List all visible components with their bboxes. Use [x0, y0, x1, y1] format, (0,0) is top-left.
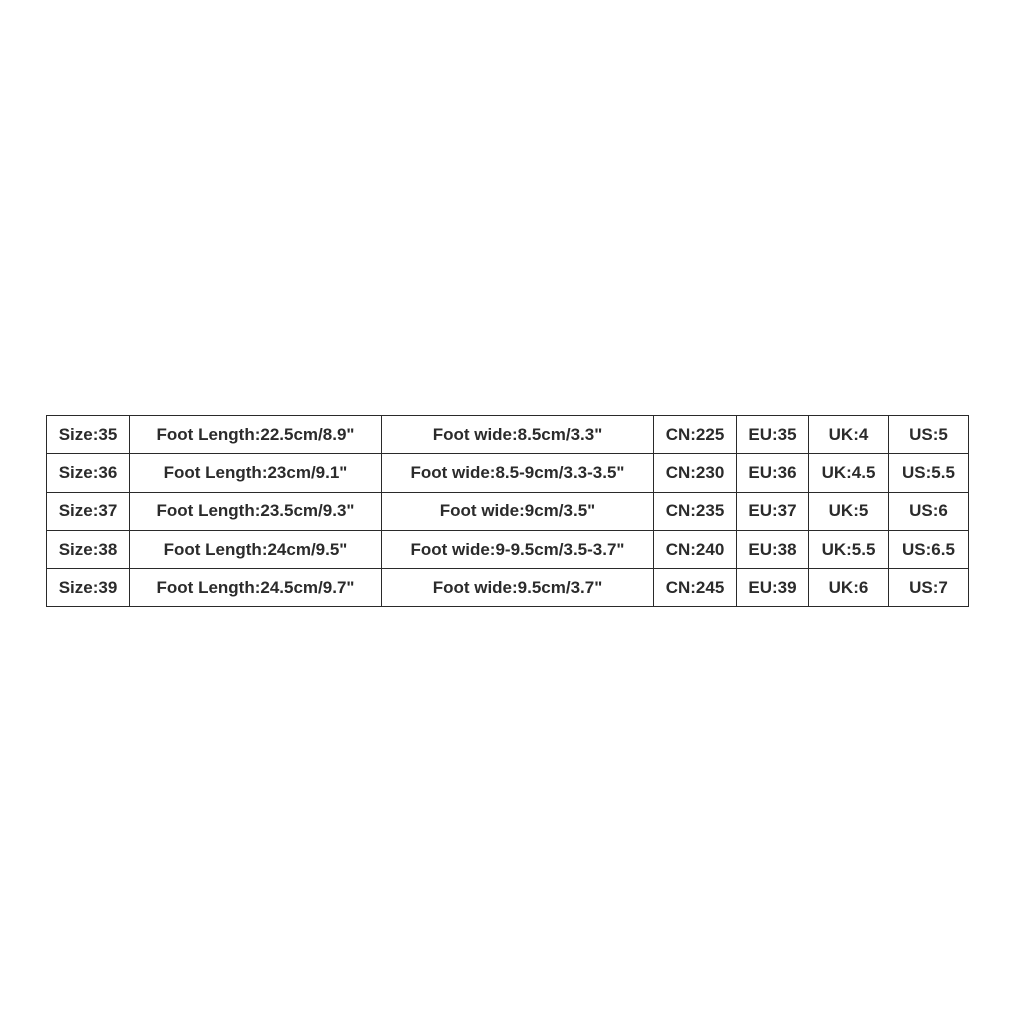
eu-size-cell: EU:35	[737, 416, 809, 454]
foot-length-cell: Foot Length:24.5cm/9.7"	[130, 569, 382, 607]
eu-size-cell: EU:36	[737, 454, 809, 492]
size-cell: Size:35	[47, 416, 130, 454]
us-size-cell: US:6	[889, 492, 969, 530]
table-row	[47, 569, 969, 607]
foot-wide-cell: Foot wide:9.5cm/3.7"	[382, 569, 654, 607]
cn-size-cell: CN:240	[654, 530, 737, 568]
size-chart-table	[46, 415, 969, 607]
size-cell: Size:36	[47, 454, 130, 492]
cn-size-cell: CN:245	[654, 569, 737, 607]
cn-size-cell: CN:235	[654, 492, 737, 530]
table-row	[47, 530, 969, 568]
eu-size-cell: EU:38	[737, 530, 809, 568]
us-size-cell: US:5	[889, 416, 969, 454]
foot-length-cell: Foot Length:23.5cm/9.3"	[130, 492, 382, 530]
us-size-cell: US:5.5	[889, 454, 969, 492]
size-cell: Size:39	[47, 569, 130, 607]
size-cell: Size:38	[47, 530, 130, 568]
cn-size-cell: CN:225	[654, 416, 737, 454]
foot-length-cell: Foot Length:22.5cm/8.9"	[130, 416, 382, 454]
cn-size-cell: CN:230	[654, 454, 737, 492]
foot-length-cell: Foot Length:23cm/9.1"	[130, 454, 382, 492]
table-row	[47, 416, 969, 454]
eu-size-cell: EU:37	[737, 492, 809, 530]
uk-size-cell: UK:5.5	[809, 530, 889, 568]
uk-size-cell: UK:6	[809, 569, 889, 607]
us-size-cell: US:6.5	[889, 530, 969, 568]
foot-wide-cell: Foot wide:9cm/3.5"	[382, 492, 654, 530]
uk-size-cell: UK:5	[809, 492, 889, 530]
foot-wide-cell: Foot wide:9-9.5cm/3.5-3.7"	[382, 530, 654, 568]
uk-size-cell: UK:4.5	[809, 454, 889, 492]
table-row	[47, 454, 969, 492]
eu-size-cell: EU:39	[737, 569, 809, 607]
size-cell: Size:37	[47, 492, 130, 530]
us-size-cell: US:7	[889, 569, 969, 607]
foot-wide-cell: Foot wide:8.5-9cm/3.3-3.5"	[382, 454, 654, 492]
uk-size-cell: UK:4	[809, 416, 889, 454]
foot-wide-cell: Foot wide:8.5cm/3.3"	[382, 416, 654, 454]
table-row	[47, 492, 969, 530]
foot-length-cell: Foot Length:24cm/9.5"	[130, 530, 382, 568]
